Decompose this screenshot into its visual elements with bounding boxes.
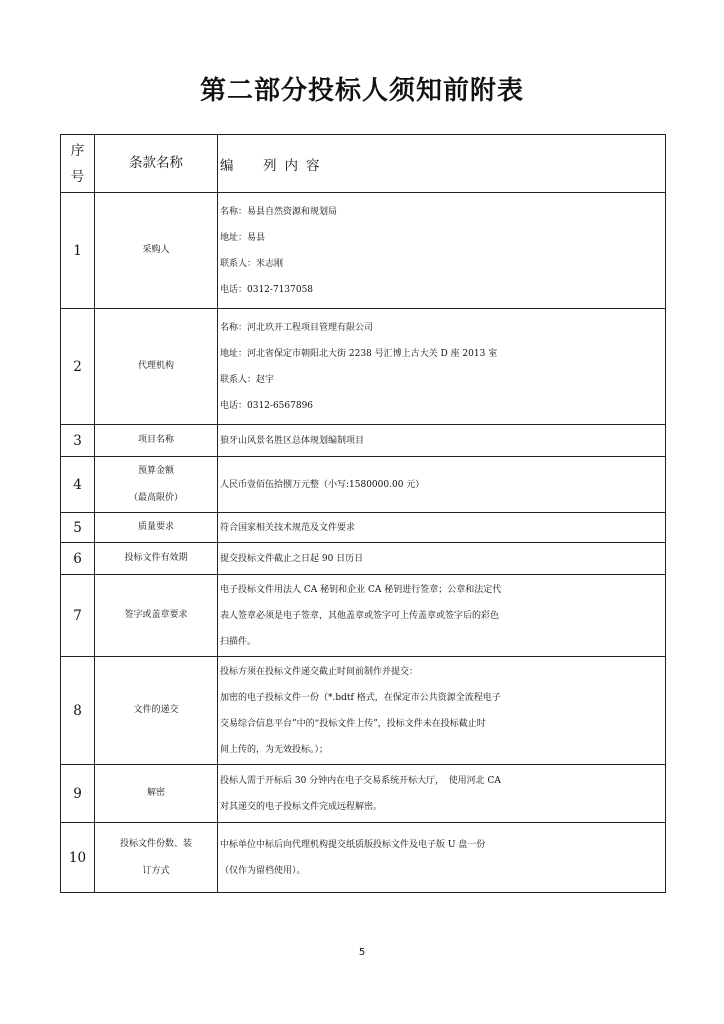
header-content-cell: 编 列内容 (218, 135, 666, 193)
content-line: 名称：易县自然资源和规划局 (220, 206, 338, 217)
clause-name-cell (95, 457, 218, 513)
content-cell (218, 543, 666, 575)
content-cell (218, 823, 666, 893)
clause-name-cell (95, 513, 218, 543)
content-line: 中标单位中标后向代理机构提交纸质版投标文件及电子版 U 盘一份 (220, 839, 486, 850)
clause-name-line: 投标文件有效期 (124, 553, 188, 563)
table-row (61, 513, 666, 543)
clause-name-line: 文件的递交 (133, 705, 179, 715)
seq-cell: 1 (61, 193, 95, 309)
table-row (61, 425, 666, 457)
content-line: 地址：易县 (220, 232, 266, 243)
clause-name-line: 投标文件份数、装 (119, 838, 192, 849)
content-cell (218, 575, 666, 657)
page-number: 5 (358, 947, 366, 958)
content-line: 电话：0312-6567896 (220, 400, 314, 411)
clause-name-line: 采购人 (142, 245, 170, 255)
content-cell (218, 765, 666, 823)
content-line: 表人签章必须是电子签章，其他盖章或签字可上传盖章或签字后的彩色 (220, 610, 500, 621)
seq-cell: 10 (61, 823, 95, 893)
clause-name-cell (95, 309, 218, 425)
seq-cell: 2 (61, 309, 95, 425)
seq-cell: 6 (61, 543, 95, 575)
content-line: 联系人：赵宇 (220, 374, 275, 385)
table-row (61, 309, 666, 425)
instructions-table (60, 134, 666, 893)
header-name-cell: 条款名称 (95, 135, 218, 193)
content-line: 间上传的，为无效投标。）； (220, 744, 329, 755)
table-header-row (61, 135, 666, 193)
clause-name-cell (95, 765, 218, 823)
clause-name-cell (95, 575, 218, 657)
content-line: 提交投标文件截止之日起 90 日历日 (220, 553, 364, 564)
seq-cell: 8 (61, 657, 95, 765)
content-line: 人民币壹佰伍拾捌万元整（小写:1580000.00 元） (220, 479, 425, 490)
clause-name-line: 质量要求 (137, 522, 174, 532)
header-seq-char-1: 序 (70, 142, 85, 159)
table-row (61, 457, 666, 513)
content-line: 狼牙山风景名胜区总体规划编制项目 (220, 435, 365, 446)
content-cell (218, 425, 666, 457)
content-line: 交易综合信息平台”中的“投标文件上传”，投标文件未在投标截止时 (220, 718, 486, 729)
content-line: 名称：河北玖开工程项目管理有限公司 (220, 322, 374, 333)
table-row (61, 823, 666, 893)
header-seq-cell (61, 135, 95, 193)
page-title: 第二部分投标人须知前附表 (199, 76, 524, 106)
clause-name-line: 签字或盖章要求 (124, 610, 188, 620)
clause-name-cell (95, 425, 218, 457)
clause-name-line: （最高限价） (128, 492, 183, 503)
seq-cell: 9 (61, 765, 95, 823)
content-line: （仅作为留档使用）。 (220, 865, 306, 876)
clause-name-line: 解密 (146, 788, 165, 798)
content-line: 投标方须在投标文件递交截止时间前制作并提交： (220, 666, 419, 677)
table-row (61, 193, 666, 309)
clause-name-cell (95, 193, 218, 309)
seq-cell: 5 (61, 513, 95, 543)
clause-name-cell (95, 823, 218, 893)
table-row (61, 765, 666, 823)
clause-name-line: 预算金额 (137, 465, 174, 476)
content-cell (218, 457, 666, 513)
content-cell (218, 657, 666, 765)
content-cell (218, 193, 666, 309)
content-line: 投标人需于开标后 30 分钟内在电子交易系统开标大厅， 使用河北 CA (220, 775, 501, 786)
seq-cell: 3 (61, 425, 95, 457)
clause-name-line: 代理机构 (137, 361, 174, 371)
content-line: 联系人：米志刚 (220, 258, 284, 269)
content-line: 符合国家相关技术规范及文件要求 (220, 522, 356, 533)
seq-cell: 7 (61, 575, 95, 657)
content-cell (218, 309, 666, 425)
content-line: 对其递交的电子投标文件完成远程解密。 (220, 801, 383, 812)
content-line: 加密的电子投标文件一份（*.bdtf 格式，在保定市公共资源全流程电子 (220, 692, 501, 703)
content-line: 电话：0312-7137058 (220, 284, 314, 295)
clause-name-line: 订方式 (142, 865, 170, 876)
seq-cell: 4 (61, 457, 95, 513)
content-line: 地址：河北省保定市朝阳北大街 2238 号汇博上古大关 D 座 2013 室 (220, 348, 498, 359)
table-row (61, 575, 666, 657)
clause-name-cell (95, 543, 218, 575)
content-cell (218, 513, 666, 543)
table-row (61, 543, 666, 575)
clause-name-cell (95, 657, 218, 765)
table-row (61, 657, 666, 765)
content-line: 扫描件。 (220, 636, 257, 647)
clause-name-line: 项目名称 (137, 435, 174, 445)
header-seq-char-2: 号 (70, 168, 85, 185)
content-line: 电子投标文件用法人 CA 秘钥和企业 CA 秘钥进行签章；公章和法定代 (220, 584, 502, 595)
